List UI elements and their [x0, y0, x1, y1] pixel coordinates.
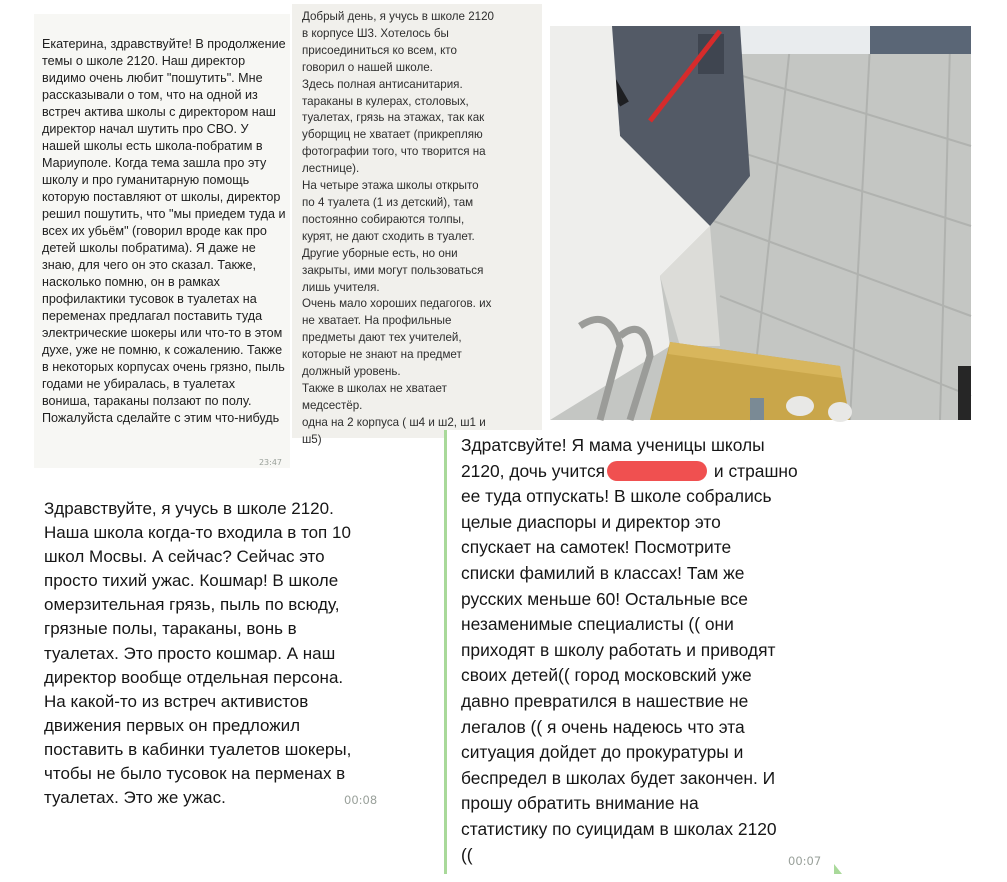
- attached-photo-staircase[interactable]: [550, 26, 971, 420]
- staircase-photo-image: [550, 26, 971, 420]
- message-text: Добрый день, я учусь в школе 2120 в корпусе Ш3. Хотелось бы присоединиться ко всем, кто говорил о нашей школе. Здесь полная антисанитария. тараканы в кулерах, столовых, туалетах, грязь на этажах, так как уборщиц не хватает (прикрепляю фотографии того, что творится на лестнице). На четыре этажа школы открыто по 4 туалета (1 из детский), там постоянно собираются толпы, курят, не дают сходить в туалет. Другие уборные есть, но они закрыты, ими могут пользоваться лишь учителя. Очень мало хороших педагогов. их не хватает. На профильные предметы дают тех учителей, которые не знают на предмет должный уровень. Также в школах не хватает медсестёр. одна на 2 корпуса ( ш4 и ш2, ш1 и ш5): [302, 10, 495, 446]
- message-bubble-2: [292, 4, 542, 446]
- message-text-part-1: Здратсвуйте! Я мама ученицы школы 2120, дочь учится: [461, 435, 765, 481]
- message-text-part-2: и страшно ее туда отпускать! В школе собрались целые диаспоры и директор это спускает на самотек! Посмотрите списки фамилий в классах! Там же русских меньше 60! Остальные все незаменимые специалисты (( они приходят в школу работать и приводят своих детей(( город московский уже давно превратился в нашествие не легалов (( я очень надеюсь что эта ситуация дойдет до прокуратуры и беспредел в школах будет закончен. И прошу обратить внимание на статистику по суицидам в школах 2120 ((: [461, 460, 798, 865]
- redaction-mark: [607, 461, 707, 481]
- message-text: Здравствуйте, я учусь в школе 2120. Наша школа когда-то входила в топ 10 школ Мосвы. А сейчас? Сейчас это просто тихий ужас. Кошмар! В школе омерзительная грязь, пыль по всюду, грязные полы, тараканы, вонь в туалетах. Это просто кошмар. А наш директор вообще отдельная персона. На какой-то из встреч активистов движения первых он предложил поставить в кабинки туалетов шокеры, чтобы не было тусовок на перменах в туалетах. Это же ужас.: [44, 499, 352, 808]
- message-time: 00:08: [344, 793, 378, 807]
- bubble-tail: [834, 864, 842, 874]
- message-time: 00:07: [788, 854, 822, 868]
- message-bubble-4: [444, 430, 836, 874]
- message-time: 23:47: [258, 458, 282, 467]
- message-bubble-1: [34, 14, 290, 468]
- message-text: Екатерина, здравствуйте! В продолжение темы о школе 2120. Наш директор видимо очень любит "пошутить". Мне рассказывали о том, что на одной из встреч актива школы с директором наш директор начал шутить про СВО. У нашей школы есть школа-побратим в Мариуполе. Когда тема зашла про эту школу и про гуманитарную помощь которую поставляют от школы, директор решил пошутить, что "мы приедем туда и всех их убьём" (говорил вроде как про детей школы побратима). Я даже не знаю, для чего он это сказал. Также, насколько помню, он в рамках профилактики тусовок в туалетах на переменах предлагал поставить туда электрические шокеры или что-то в этом духе, уже не помню, к сожалению. Также в некоторых корпусах очень грязно, пыль годами не убиралась, в туалетах вониша, тараканы ползают по полу. Пожалуйста сделайте с этим что-нибудь: [42, 37, 286, 425]
- message-bubble-3: [34, 476, 408, 812]
- message-text: [461, 433, 837, 868]
